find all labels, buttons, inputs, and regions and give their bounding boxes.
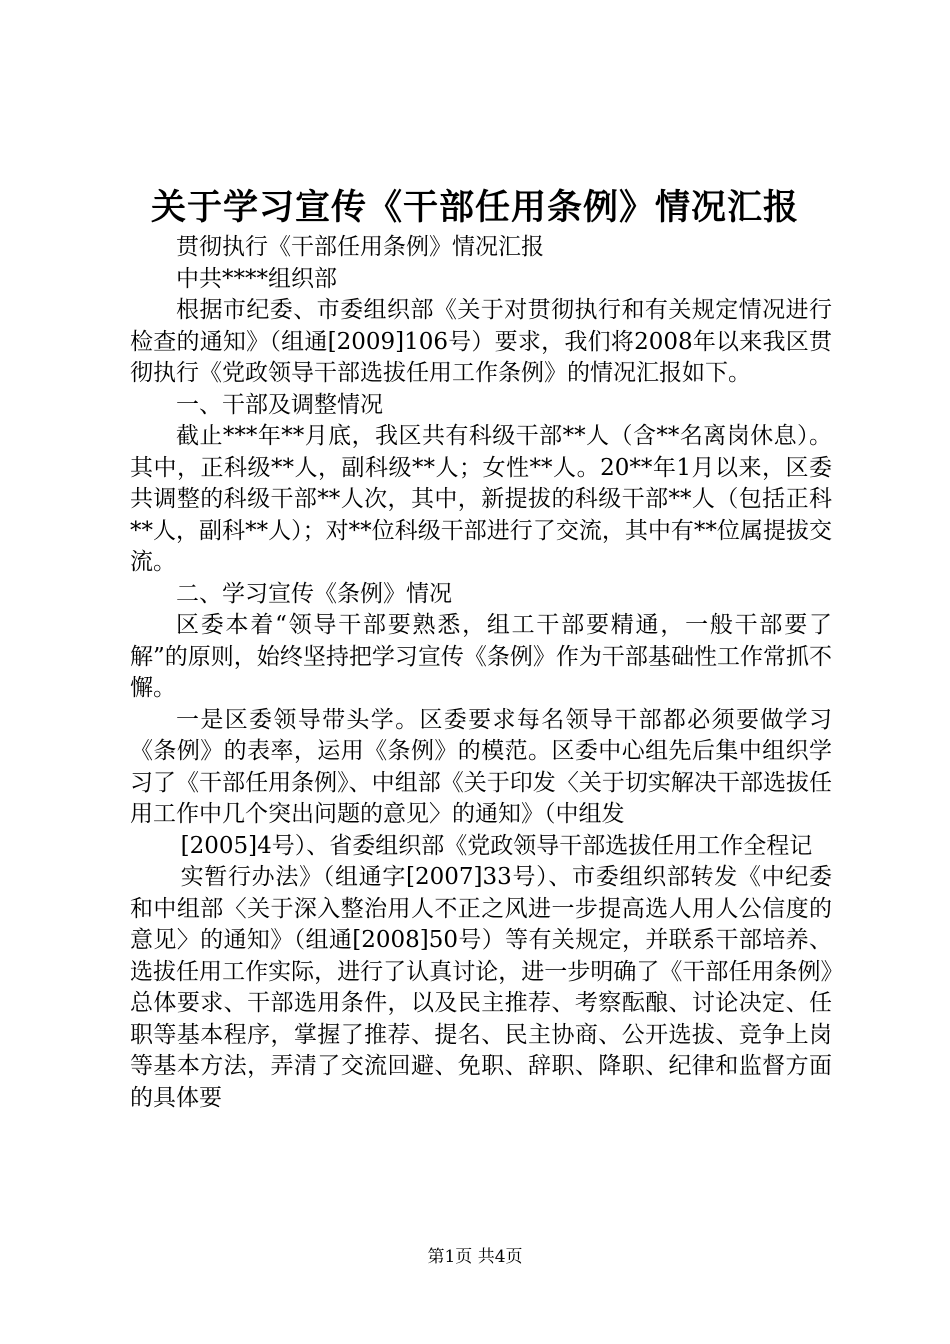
page-footer: 第1页 共4页 (427, 1247, 523, 1267)
regulations-paragraph: 实暂行办法》（组通字[2007]33号）、市委组织部转发《中纪委和中组部〈关于深入整治用人不正之风进一步提高选人用人公信度的意见〉的通知》（组通[2008]50号）等有关规定，并联系干部培养、选拔任用工作实际，进行了认真讨论，进一步明确了《干部任用条例》总体要求、干部选用条件，以及民主推荐、考察酝酿、讨论决定、任职等基本程序，掌握了推荐、提名、民主协商、公开选拔、竞争上岗等基本方法，弄清了交流回避、免职、辞职、降职、纪律和监督方面的具体要 (130, 864, 832, 1111)
author-paragraph: 中共****组织部 (176, 265, 337, 292)
section-heading-2: 二、学习宣传《条例》情况 (176, 580, 452, 607)
document-body (130, 232, 832, 1114)
section-heading-1: 一、干部及调整情况 (176, 391, 383, 418)
cadre-stats-paragraph: 截止***年**月底，我区共有科级干部**人（含**名离岗休息）。其中，正科级**人，副科级**人；女性**人。20**年1月以来，区委共调整的科级干部**人次，其中，新提拔的科级干部**人（包括正科**人，副科**人）；对**位科级干部进行了交流，其中有**位属提拔交流。 (130, 423, 832, 575)
principle-paragraph: 区委本着“领导干部要熟悉，组工干部要精通，一般干部要了解”的原则，始终坚持把学习宣传《条例》作为干部基础性工作常抓不懈。 (130, 612, 832, 701)
document-reference-paragraph: [2005]4号）、省委组织部《党政领导干部选拔任用工作全程记 (180, 832, 813, 859)
intro-paragraph: 根据市纪委、市委组织部《关于对贯彻执行和有关规定情况进行检查的通知》（组通[2009]106号）要求，我们将2008年以来我区贯彻执行《党政领导干部选拔任用工作条例》的情况汇报如下。 (130, 297, 832, 386)
document-title: 关于学习宣传《干部任用条例》情况汇报 (150, 188, 799, 228)
leadership-study-paragraph: 一是区委领导带头学。区委要求每名领导干部都必须要做学习《条例》的表率，运用《条例》的模范。区委中心组先后集中组织学习了《干部任用条例》、中组部《关于印发〈关于切实解决干部选拔任用工作中几个突出问题的意见〉的通知》（中组发 (130, 706, 832, 827)
subtitle-paragraph: 贯彻执行《干部任用条例》情况汇报 (176, 234, 544, 260)
